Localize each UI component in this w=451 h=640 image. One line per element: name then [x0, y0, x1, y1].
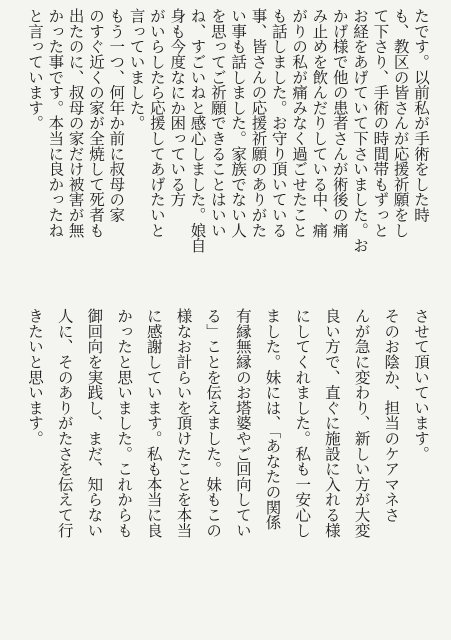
- text-line: にしてくれました。私も一安心し: [293, 308, 312, 538]
- text-line: て下さり、手術の時間帯もずっと: [371, 8, 390, 238]
- text-line: かった事です。本当に良かったね: [46, 8, 65, 238]
- text-line: ね、すごいねと感心しました。娘自: [188, 8, 207, 253]
- text-line: に感謝しています。私も本当に良: [144, 308, 163, 538]
- text-line: と言っています。: [26, 8, 44, 131]
- text-line: 身も今度なにか困っている方: [168, 8, 187, 207]
- text-line: もう一つ、何年か前に叔母の家: [107, 8, 126, 223]
- text-line: のすぐ近くの家が全焼して死者も: [86, 8, 105, 238]
- text-line: んが急に変わり、新しい方が大変: [352, 308, 371, 538]
- upper-text-block: [26, 8, 430, 290]
- text-line: も、教区の皆さんが応援祈願をし: [391, 8, 410, 238]
- text-line: ました。妹には、「あなたの関係: [263, 308, 282, 530]
- text-line: る」ことを伝えました。妹もこの: [204, 308, 223, 538]
- lower-text-block: [26, 308, 430, 590]
- text-line: 御回向を実践し、まだ、知らない: [85, 308, 104, 538]
- text-line: も話しました。お守り頂いている: [269, 8, 288, 238]
- text-line: そのお陰か、担当のケアマネさ: [382, 308, 401, 523]
- text-line: きたいと思います。: [26, 308, 44, 446]
- text-line: 様なお計らいを頂けたことを本当: [174, 308, 193, 538]
- text-line: を思ってご祈願できることはいい: [208, 8, 227, 238]
- text-line: たです。以前私が手術をした時: [411, 8, 430, 223]
- text-line: させて頂いています。: [411, 308, 430, 462]
- text-line: み止めを飲んだりしている中、痛: [310, 8, 329, 238]
- text-line: い事も話しました。家族でない人: [229, 8, 248, 238]
- text-line: 事、皆さんの応援祈願のありがた: [249, 8, 268, 238]
- text-line: かげ様で他の患者さんが術後の痛: [330, 8, 349, 238]
- text-line: かったと思いました。これからも: [115, 308, 134, 538]
- text-line: 出たのに、叔母の家だけ被害が無: [66, 8, 85, 238]
- text-line: がりの私が痛みなく過ごせたこと: [290, 8, 309, 238]
- text-line: 良い方で、直ぐに施設に入れる様: [322, 308, 341, 538]
- text-line: がいらしたら応援してあげたいと: [147, 8, 166, 238]
- text-line: 人に、そのありがたさを伝えて行: [55, 308, 74, 538]
- text-line: 言っていました。: [127, 8, 146, 131]
- text-line: 有縁無縁のお塔婆やご回向してい: [233, 308, 252, 538]
- text-line: お経をあげていて下さいました。お: [351, 8, 369, 253]
